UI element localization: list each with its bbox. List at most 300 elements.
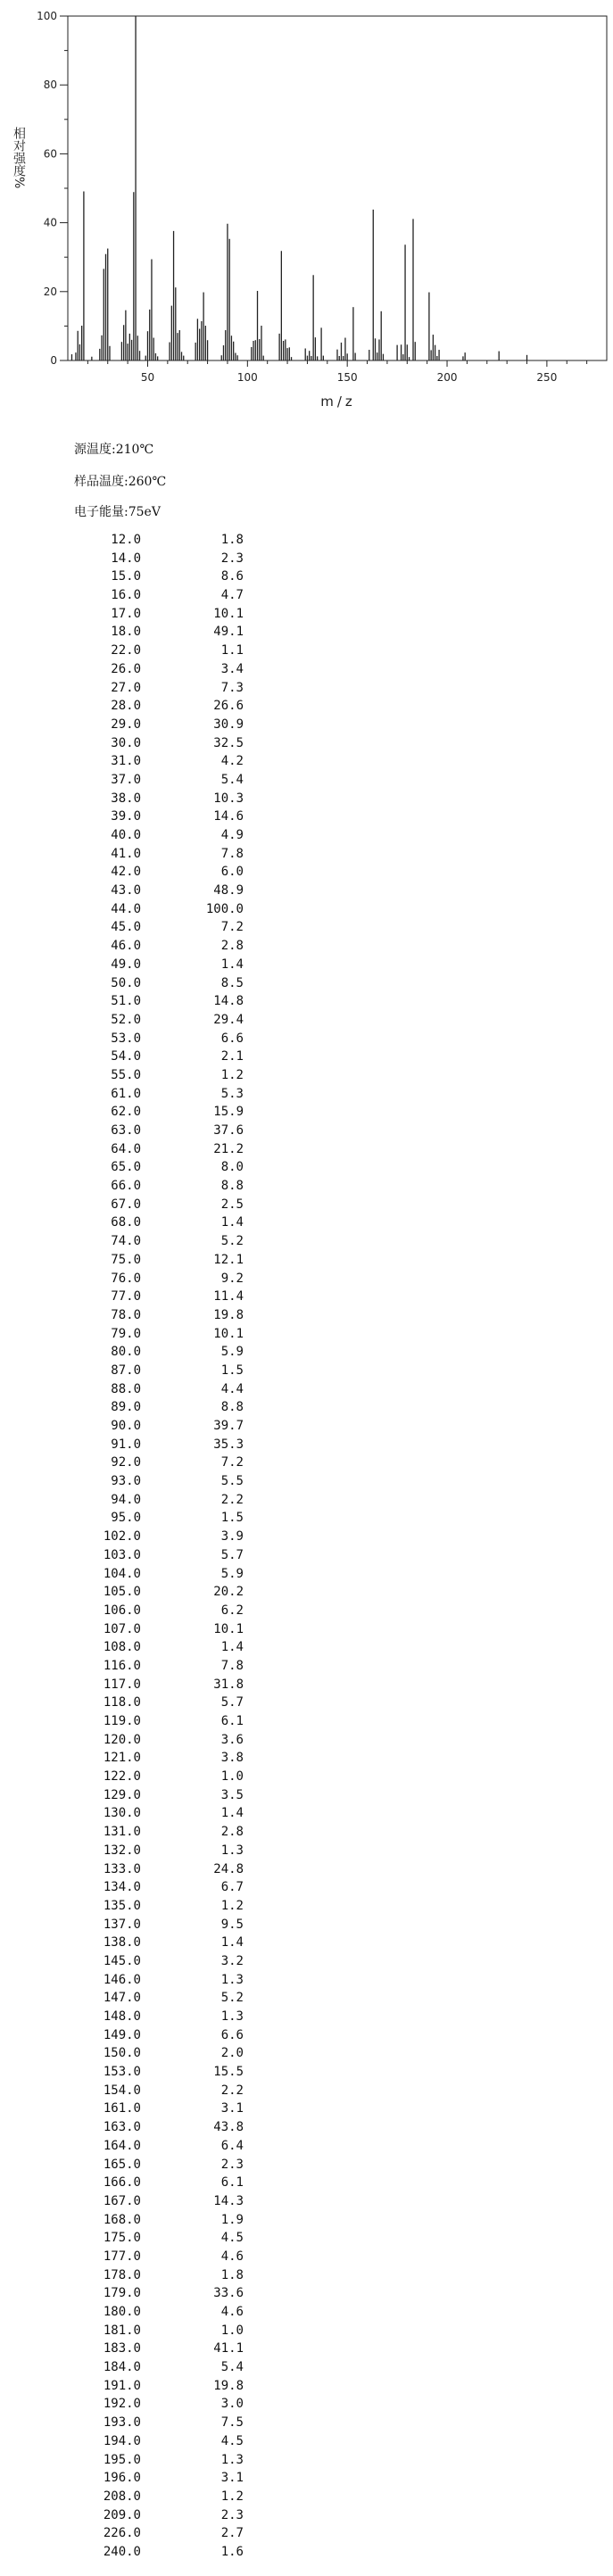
mz-value: 165.0 — [103, 2157, 141, 2172]
mz-value: 64.0 — [111, 1141, 141, 1156]
x-tick-label: 50 — [140, 371, 155, 384]
intensity-value: 1.4 — [220, 957, 244, 972]
peak-row — [0, 2139, 613, 2158]
peak-row — [0, 2158, 613, 2176]
peak-row — [0, 1733, 613, 1752]
mz-value: 193.0 — [103, 2415, 141, 2431]
mz-value: 163.0 — [103, 2120, 141, 2135]
plot-frame — [68, 16, 607, 360]
intensity-value: 6.7 — [220, 1880, 244, 1895]
mz-value: 146.0 — [103, 1972, 141, 1987]
intensity-value: 2.2 — [220, 1492, 244, 1507]
peak-row — [0, 2213, 613, 2232]
x-tick-label: 200 — [436, 371, 458, 384]
mz-value: 12.0 — [111, 533, 141, 547]
peak-row — [0, 1271, 613, 1290]
mz-value: 27.0 — [111, 680, 141, 695]
intensity-value: 3.2 — [220, 1953, 244, 1968]
mz-value: 14.0 — [111, 551, 141, 566]
mz-value: 28.0 — [111, 699, 141, 714]
peak-row — [0, 2471, 613, 2489]
peak-row — [0, 2120, 613, 2139]
intensity-value: 5.7 — [220, 1695, 244, 1710]
mz-value: 30.0 — [111, 735, 141, 750]
peak-row — [0, 1123, 613, 1142]
mz-value: 116.0 — [103, 1658, 141, 1673]
peak-row — [0, 2194, 613, 2213]
electron-energy: 电子能量:75eV — [74, 505, 161, 519]
intensity-value: 8.0 — [220, 1160, 244, 1175]
intensity-value: 7.5 — [220, 2415, 244, 2431]
intensity-value: 7.3 — [220, 680, 244, 695]
intensity-value: 8.5 — [220, 975, 244, 990]
peak-row — [0, 1289, 613, 1308]
peak-row — [0, 2009, 613, 2028]
mz-value: 92.0 — [111, 1455, 141, 1470]
intensity-value: 30.9 — [213, 716, 244, 732]
mz-value: 120.0 — [103, 1732, 141, 1747]
peak-row — [0, 1918, 613, 1936]
intensity-value: 1.4 — [220, 1935, 244, 1951]
intensity-value: 20.2 — [213, 1585, 244, 1600]
peak-row — [0, 2065, 613, 2083]
peak-row — [0, 1400, 613, 1419]
intensity-value: 1.2 — [220, 2489, 244, 2504]
intensity-value: 100.0 — [205, 901, 244, 916]
intensity-value: 48.9 — [213, 883, 244, 899]
peak-row — [0, 2397, 613, 2415]
mz-value: 18.0 — [111, 625, 141, 640]
peak-row — [0, 994, 613, 1013]
peak-row — [0, 939, 613, 957]
peak-row — [0, 809, 613, 828]
mz-value: 75.0 — [111, 1252, 141, 1267]
mz-value: 130.0 — [103, 1806, 141, 1821]
intensity-value: 37.6 — [213, 1123, 244, 1138]
mz-value: 135.0 — [103, 1898, 141, 1913]
mz-value: 77.0 — [111, 1289, 141, 1305]
peak-row — [0, 1714, 613, 1733]
peak-row — [0, 1991, 613, 2009]
peak-row — [0, 1862, 613, 1881]
peak-row — [0, 865, 613, 883]
intensity-value: 2.8 — [220, 939, 244, 954]
intensity-value: 32.5 — [213, 735, 244, 750]
mz-value: 196.0 — [103, 2471, 141, 2486]
mz-value: 104.0 — [103, 1566, 141, 1581]
peak-row — [0, 2453, 613, 2472]
peak-row — [0, 1973, 613, 1992]
mz-value: 78.0 — [111, 1307, 141, 1322]
peak-row — [0, 1843, 613, 1862]
mz-value: 42.0 — [111, 865, 141, 880]
x-tick-label: 100 — [236, 371, 258, 384]
peak-row — [0, 2508, 613, 2527]
mz-value: 191.0 — [103, 2378, 141, 2393]
intensity-value: 4.6 — [220, 2249, 244, 2264]
mz-value: 166.0 — [103, 2175, 141, 2191]
intensity-value: 9.2 — [220, 1271, 244, 1286]
peak-row — [0, 2046, 613, 2065]
mz-value: 15.0 — [111, 569, 141, 584]
peak-row — [0, 2489, 613, 2508]
mz-value: 61.0 — [111, 1086, 141, 1101]
mz-value: 74.0 — [111, 1234, 141, 1249]
mz-value: 168.0 — [103, 2212, 141, 2227]
mz-value: 117.0 — [103, 1677, 141, 1692]
mz-value: 118.0 — [103, 1695, 141, 1710]
peak-row — [0, 625, 613, 643]
intensity-value: 1.8 — [220, 2267, 244, 2282]
intensity-value: 10.1 — [213, 606, 244, 621]
intensity-value: 5.2 — [220, 1234, 244, 1249]
peak-row — [0, 2231, 613, 2249]
mz-value: 67.0 — [111, 1197, 141, 1212]
peak-row — [0, 1585, 613, 1603]
peak-row — [0, 1935, 613, 1954]
intensity-value: 6.1 — [220, 2175, 244, 2191]
intensity-value: 1.3 — [220, 2452, 244, 2467]
intensity-value: 6.1 — [220, 1714, 244, 1728]
intensity-value: 26.6 — [213, 699, 244, 714]
intensity-value: 3.4 — [220, 661, 244, 676]
intensity-value: 4.9 — [220, 828, 244, 842]
peak-row — [0, 1031, 613, 1050]
intensity-value: 1.9 — [220, 2212, 244, 2227]
peak-row — [0, 1363, 613, 1382]
peak-row — [0, 2305, 613, 2323]
peak-row — [0, 828, 613, 847]
intensity-value: 1.4 — [220, 1806, 244, 1821]
mz-value: 194.0 — [103, 2433, 141, 2448]
mz-value: 50.0 — [111, 975, 141, 990]
intensity-value: 5.4 — [220, 2360, 244, 2375]
intensity-value: 2.2 — [220, 2083, 244, 2098]
intensity-value: 1.4 — [220, 1640, 244, 1655]
intensity-value: 8.6 — [220, 569, 244, 584]
mz-value: 17.0 — [111, 606, 141, 621]
mz-value: 133.0 — [103, 1861, 141, 1876]
intensity-value: 3.0 — [220, 2397, 244, 2412]
mz-value: 131.0 — [103, 1825, 141, 1840]
mz-value: 40.0 — [111, 828, 141, 842]
intensity-value: 1.0 — [220, 1769, 244, 1785]
peak-row — [0, 1954, 613, 1973]
mz-value: 119.0 — [103, 1714, 141, 1728]
y-tick-label: 100 — [37, 10, 57, 22]
peak-row — [0, 1474, 613, 1493]
intensity-value: 7.2 — [220, 1455, 244, 1470]
peak-row — [0, 902, 613, 921]
peak-table — [0, 533, 613, 2564]
mz-value: 22.0 — [111, 643, 141, 658]
intensity-value: 2.3 — [220, 2157, 244, 2172]
intensity-value: 5.9 — [220, 1566, 244, 1581]
peak-row — [0, 1677, 613, 1696]
intensity-value: 4.6 — [220, 2305, 244, 2319]
peak-row — [0, 1659, 613, 1677]
peak-row — [0, 1179, 613, 1197]
mz-value: 95.0 — [111, 1511, 141, 1526]
intensity-value: 2.5 — [220, 1197, 244, 1212]
peak-row — [0, 1234, 613, 1253]
mz-value: 62.0 — [111, 1105, 141, 1120]
mz-value: 43.0 — [111, 883, 141, 899]
intensity-value: 1.6 — [220, 2544, 244, 2559]
peak-row — [0, 1215, 613, 1234]
peak-row — [0, 717, 613, 736]
intensity-value: 3.1 — [220, 2101, 244, 2116]
intensity-value: 14.6 — [213, 809, 244, 824]
peak-row — [0, 1068, 613, 1087]
intensity-value: 2.3 — [220, 2507, 244, 2522]
mz-value: 51.0 — [111, 994, 141, 1009]
peak-row — [0, 2083, 613, 2102]
peak-row — [0, 1806, 613, 1825]
mz-value: 26.0 — [111, 661, 141, 676]
peak-row — [0, 1622, 613, 1641]
sample-temperature: 样品温度:260℃ — [74, 475, 167, 489]
intensity-value: 14.8 — [213, 994, 244, 1009]
intensity-value: 5.3 — [220, 1086, 244, 1101]
mz-value: 167.0 — [103, 2193, 141, 2208]
peak-row — [0, 2434, 613, 2453]
mz-value: 161.0 — [103, 2101, 141, 2116]
intensity-value: 3.1 — [220, 2471, 244, 2486]
mz-value: 195.0 — [103, 2452, 141, 2467]
intensity-value: 2.8 — [220, 1825, 244, 1840]
mz-value: 192.0 — [103, 2397, 141, 2412]
intensity-value: 7.8 — [220, 846, 244, 861]
mz-value: 90.0 — [111, 1419, 141, 1433]
intensity-value: 1.0 — [220, 2323, 244, 2338]
intensity-value: 1.3 — [220, 2009, 244, 2024]
intensity-value: 3.6 — [220, 1732, 244, 1747]
intensity-value: 21.2 — [213, 1141, 244, 1156]
peak-row — [0, 643, 613, 662]
intensity-value: 1.2 — [220, 1067, 244, 1082]
intensity-value: 31.8 — [213, 1677, 244, 1692]
peak-row — [0, 791, 613, 810]
peak-row — [0, 1788, 613, 1807]
mz-value: 154.0 — [103, 2083, 141, 2098]
intensity-value: 10.3 — [213, 791, 244, 806]
peak-row — [0, 2249, 613, 2268]
y-axis-label: 相对强度% — [12, 127, 26, 189]
intensity-value: 9.5 — [220, 1917, 244, 1932]
intensity-value: 1.1 — [220, 643, 244, 658]
mz-value: 89.0 — [111, 1400, 141, 1415]
mz-value: 121.0 — [103, 1751, 141, 1766]
peak-row — [0, 588, 613, 607]
peak-row — [0, 2286, 613, 2305]
peak-row — [0, 1160, 613, 1179]
peak-row — [0, 1142, 613, 1161]
mz-value: 41.0 — [111, 846, 141, 861]
intensity-value: 39.7 — [213, 1419, 244, 1433]
mz-value: 183.0 — [103, 2341, 141, 2357]
mz-value: 164.0 — [103, 2138, 141, 2153]
intensity-value: 2.7 — [220, 2526, 244, 2541]
peak-row — [0, 1253, 613, 1271]
intensity-value: 41.1 — [213, 2341, 244, 2357]
peak-row — [0, 1493, 613, 1512]
mz-value: 175.0 — [103, 2231, 141, 2246]
mz-value: 16.0 — [111, 588, 141, 603]
peak-row — [0, 1419, 613, 1437]
mz-value: 91.0 — [111, 1437, 141, 1452]
intensity-value: 6.6 — [220, 2027, 244, 2042]
mz-value: 49.0 — [111, 957, 141, 972]
peak-row — [0, 569, 613, 588]
mz-value: 37.0 — [111, 772, 141, 787]
intensity-value: 10.1 — [213, 1621, 244, 1636]
intensity-value: 5.9 — [220, 1345, 244, 1360]
y-tick-label: 40 — [43, 216, 57, 229]
x-tick-label: 150 — [336, 371, 358, 384]
intensity-value: 2.0 — [220, 2046, 244, 2061]
mz-value: 31.0 — [111, 754, 141, 769]
peak-row — [0, 883, 613, 902]
mz-value: 132.0 — [103, 1843, 141, 1858]
intensity-value: 33.6 — [213, 2286, 244, 2301]
peak-row — [0, 681, 613, 700]
peak-row — [0, 2268, 613, 2287]
intensity-value: 29.4 — [213, 1012, 244, 1027]
y-tick-label: 80 — [43, 79, 57, 92]
intensity-value: 11.4 — [213, 1289, 244, 1305]
mz-value: 103.0 — [103, 1547, 141, 1562]
intensity-value: 1.3 — [220, 1972, 244, 1987]
peak-row — [0, 2341, 613, 2360]
mz-value: 107.0 — [103, 1621, 141, 1636]
peak-row — [0, 1087, 613, 1106]
peak-row — [0, 533, 613, 551]
intensity-value: 3.8 — [220, 1751, 244, 1766]
mz-value: 54.0 — [111, 1049, 141, 1064]
intensity-value: 49.1 — [213, 625, 244, 640]
peak-row — [0, 1013, 613, 1031]
intensity-value: 7.8 — [220, 1658, 244, 1673]
intensity-value: 1.3 — [220, 1843, 244, 1858]
peak-row — [0, 1769, 613, 1788]
mz-value: 79.0 — [111, 1326, 141, 1341]
mz-value: 53.0 — [111, 1031, 141, 1046]
mz-value: 179.0 — [103, 2286, 141, 2301]
peak-row — [0, 1511, 613, 1529]
peak-row — [0, 736, 613, 755]
intensity-value: 35.3 — [213, 1437, 244, 1452]
intensity-value: 4.7 — [220, 588, 244, 603]
mz-value: 153.0 — [103, 2065, 141, 2080]
peak-row — [0, 2415, 613, 2434]
peak-row — [0, 2526, 613, 2545]
mz-value: 68.0 — [111, 1215, 141, 1230]
peak-row — [0, 551, 613, 570]
y-tick-label: 0 — [50, 354, 57, 367]
peak-row — [0, 1382, 613, 1401]
mz-value: 138.0 — [103, 1935, 141, 1951]
intensity-value: 5.2 — [220, 1991, 244, 2006]
intensity-value: 1.8 — [220, 533, 244, 547]
intensity-value: 7.2 — [220, 920, 244, 935]
peak-row — [0, 2545, 613, 2564]
intensity-value: 4.5 — [220, 2231, 244, 2246]
mz-value: 52.0 — [111, 1012, 141, 1027]
mz-value: 102.0 — [103, 1529, 141, 1545]
mz-value: 88.0 — [111, 1381, 141, 1396]
mz-value: 226.0 — [103, 2526, 141, 2541]
intensity-value: 6.2 — [220, 1603, 244, 1618]
mz-value: 178.0 — [103, 2267, 141, 2282]
intensity-value: 24.8 — [213, 1861, 244, 1876]
mz-value: 148.0 — [103, 2009, 141, 2024]
mz-value: 240.0 — [103, 2544, 141, 2559]
mz-value: 149.0 — [103, 2027, 141, 2042]
peak-row — [0, 1529, 613, 1548]
mz-value: 108.0 — [103, 1640, 141, 1655]
mz-value: 65.0 — [111, 1160, 141, 1175]
intensity-value: 15.5 — [213, 2065, 244, 2080]
source-temperature: 源温度:210℃ — [74, 443, 154, 457]
peak-row — [0, 1880, 613, 1899]
intensity-value: 19.8 — [213, 1307, 244, 1322]
mz-value: 80.0 — [111, 1345, 141, 1360]
mz-value: 184.0 — [103, 2360, 141, 2375]
mz-value: 147.0 — [103, 1991, 141, 2006]
peak-row — [0, 920, 613, 939]
mz-value: 66.0 — [111, 1179, 141, 1194]
intensity-value: 5.7 — [220, 1547, 244, 1562]
peak-row — [0, 1327, 613, 1346]
peak-row — [0, 1049, 613, 1068]
intensity-value: 4.2 — [220, 754, 244, 769]
mz-value: 87.0 — [111, 1363, 141, 1378]
mz-value: 209.0 — [103, 2507, 141, 2522]
peak-row — [0, 662, 613, 681]
mz-value: 134.0 — [103, 1880, 141, 1895]
intensity-value: 5.5 — [220, 1474, 244, 1489]
intensity-value: 2.3 — [220, 551, 244, 566]
mz-value: 63.0 — [111, 1123, 141, 1138]
intensity-value: 5.4 — [220, 772, 244, 787]
peak-row — [0, 773, 613, 791]
mz-value: 44.0 — [111, 901, 141, 916]
x-axis-label: m/z — [320, 393, 356, 410]
intensity-value: 1.4 — [220, 1215, 244, 1230]
intensity-value: 1.5 — [220, 1363, 244, 1378]
mz-value: 45.0 — [111, 920, 141, 935]
peak-row — [0, 1308, 613, 1327]
peak-row — [0, 1825, 613, 1843]
intensity-value: 8.8 — [220, 1179, 244, 1194]
intensity-value: 12.1 — [213, 1252, 244, 1267]
peak-row — [0, 2379, 613, 2398]
intensity-value: 3.9 — [220, 1529, 244, 1545]
intensity-value: 2.1 — [220, 1049, 244, 1064]
mz-value: 180.0 — [103, 2305, 141, 2319]
mz-value: 39.0 — [111, 809, 141, 824]
mz-value: 129.0 — [103, 1787, 141, 1802]
mz-value: 93.0 — [111, 1474, 141, 1489]
peak-row — [0, 1437, 613, 1456]
intensity-value: 4.5 — [220, 2433, 244, 2448]
peak-row — [0, 847, 613, 866]
mz-value: 150.0 — [103, 2046, 141, 2061]
intensity-value: 3.5 — [220, 1787, 244, 1802]
peak-row — [0, 976, 613, 995]
mz-value: 137.0 — [103, 1917, 141, 1932]
